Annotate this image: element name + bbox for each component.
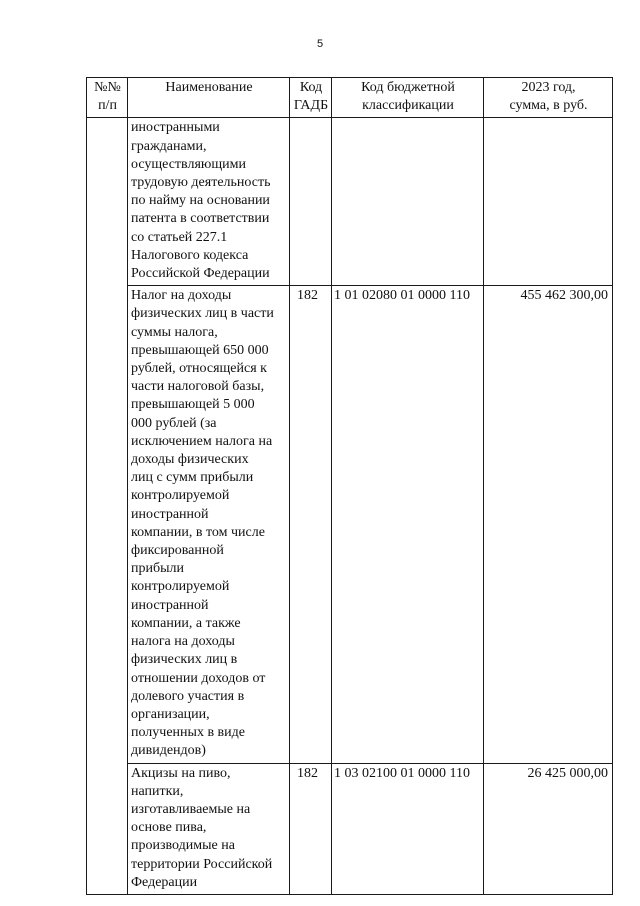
header-kbk-line: классификации	[362, 98, 454, 114]
header-kbk-line: Код бюджетной	[361, 80, 455, 95]
header-sum-line: 2023 год,	[521, 80, 576, 95]
amount-cell: 26 425 000,00	[484, 763, 613, 894]
table-row	[87, 286, 613, 763]
header-number-line: п/п	[98, 98, 117, 114]
page-number: 5	[316, 38, 324, 50]
amount-cell: 455 462 300,00	[484, 286, 613, 763]
gadb-code-cell: 182	[290, 286, 332, 763]
table-body	[87, 118, 613, 895]
revenue-name-cell: Акцизы на пиво, напитки, изготавливаемые на основе пива, производимые на территории Российской Федерации	[128, 763, 290, 894]
header-kbk	[332, 78, 484, 118]
budget-classification-code-cell: 1 01 02080 01 0000 110	[332, 286, 484, 763]
header-name-line: Наименование	[165, 80, 253, 95]
header-sum-line: сумма, в руб.	[509, 98, 588, 114]
table-row	[87, 763, 613, 894]
budget-revenue-table	[86, 77, 613, 895]
header-sum	[484, 78, 613, 118]
header-gadb	[290, 78, 332, 118]
header-number	[87, 78, 128, 118]
header-name	[128, 78, 290, 118]
header-gadb-line: Код	[299, 80, 323, 95]
header-gadb-line: ГАДБ	[293, 98, 329, 114]
revenue-name-cell: иностранными гражданами, осуществляющими трудовую деятельность по найму на основании патента в соответствии со статьей 227.1 Налогового кодекса Российской Федерации	[128, 118, 290, 286]
table-row	[87, 118, 613, 286]
table-header-row	[87, 78, 613, 118]
table-header	[87, 78, 613, 118]
header-number-line: №№	[94, 80, 121, 95]
revenue-name-cell: Налог на доходы физических лиц в части суммы налога, превышающей 650 000 рублей, относящейся к части налоговой базы, превышающей 5 000 000 рублей (за исключением налога на доходы физических лиц с сумм прибыли контролируемой иностранной компании, в том числе фиксированной прибыли контролируемой иностранной компании, а также налога на доходы физических лиц в отношении доходов от долевого участия в организации, полученных в виде дивидендов)	[128, 286, 290, 763]
gadb-code-cell	[290, 118, 332, 286]
amount-cell	[484, 118, 613, 286]
budget-classification-code-cell: 1 03 02100 01 0000 110	[332, 763, 484, 894]
gadb-code-cell: 182	[290, 763, 332, 894]
budget-classification-code-cell	[332, 118, 484, 286]
row-number-cell	[87, 118, 128, 895]
